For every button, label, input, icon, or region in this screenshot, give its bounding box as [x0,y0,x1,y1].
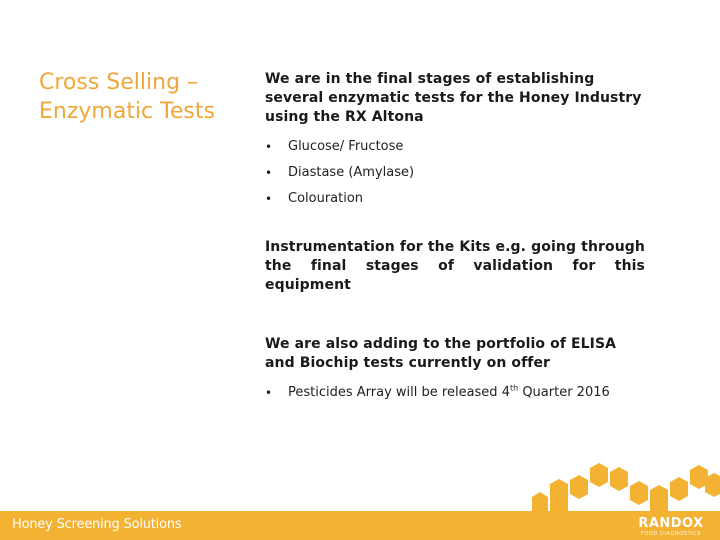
bullet-icon: • [265,140,273,154]
portfolio-list [265,385,645,401]
portfolio-paragraph: We are also adding to the portfolio of ELISA and Biochip tests currently on offer [265,336,617,371]
list-item [265,139,645,155]
enzymatic-tests-list [265,139,645,207]
bullet-icon: • [265,166,273,180]
list-item-text: Diastase (Amylase) [288,165,415,180]
slide-title: Cross Selling – Enzymatic Tests [39,70,215,124]
bullet-icon: • [265,386,273,400]
footer-text: Honey Screening Solutions [12,517,182,532]
hexagon-shape [610,467,628,491]
hexagon-shape [570,475,588,499]
randox-logo [636,516,706,538]
list-item [265,385,645,401]
bullet-icon: • [265,192,273,206]
list-item [265,191,645,207]
ordinal-suffix: th [509,383,519,393]
hexagon-shape [590,463,608,487]
hexagon-shape [650,485,668,511]
hexagon-shape [670,477,688,501]
hexagon-shape [705,473,720,497]
footer-bar [0,511,720,540]
list-item-text: Colouration [288,191,364,206]
hexagon-shape [630,481,648,505]
logo-wordmark: RANDOX [638,516,704,531]
hexagon-shape [690,465,708,489]
instrumentation-paragraph: Instrumentation for the Kits e.g. going through the final stages of validation for this equipment [265,239,645,293]
list-item-text: Glucose/ Fructose [288,139,404,154]
hexagon-shape [550,479,568,511]
quarter-text: Quarter 2016 [518,385,610,400]
hexagon-shape [532,492,548,511]
logo-tagline: FOOD DIAGNOSTICS [640,531,702,537]
slide-body [265,70,645,401]
list-item [265,165,645,181]
pesticides-text: Pesticides Array will be released 4 [288,385,510,400]
intro-paragraph: We are in the final stages of establishing several enzymatic tests for the Honey Industry using the RX Altona [265,71,642,125]
list-item-text [288,385,610,400]
